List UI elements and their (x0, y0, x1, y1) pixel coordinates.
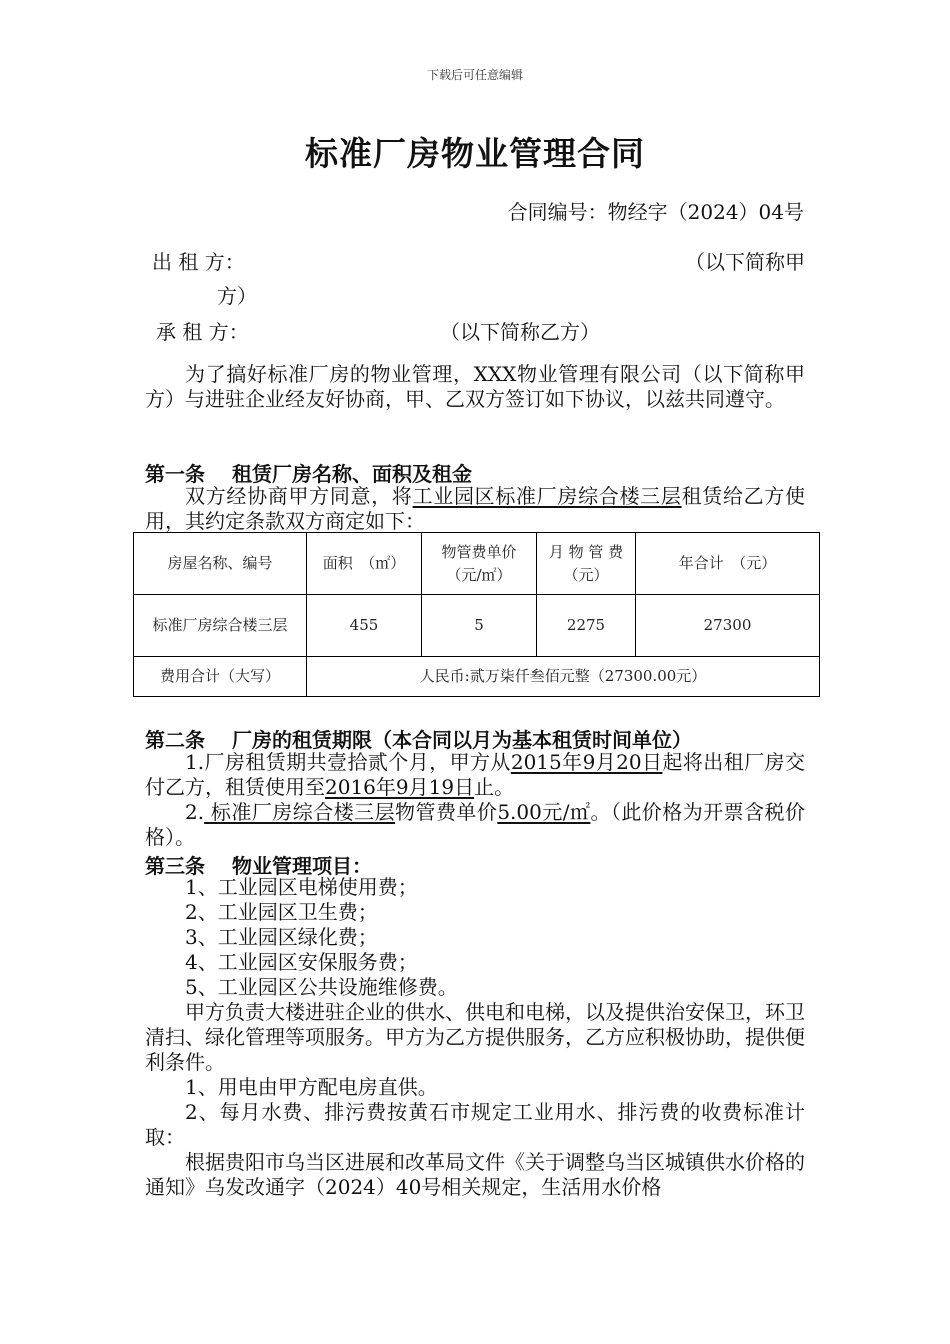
table-cell: 2275 (537, 595, 636, 657)
clause-2-text-a: 2. (185, 800, 205, 824)
header-cell: 房屋名称、编号 (134, 533, 307, 595)
article-2-clause-2 (145, 800, 805, 850)
table-total-row (134, 657, 820, 697)
table-cell: 5 (422, 595, 537, 657)
lessor-note-cont: 方） (217, 284, 257, 308)
table-row (134, 595, 820, 657)
service-paragraph: 甲方负责大楼进驻企业的供水、供电和电梯，以及提供治安保卫，环卫清扫、绿化管理等项服务。甲方为乙方提供服务，乙方应积极协助，提供便利条件。 (145, 1000, 805, 1074)
lessee-label: 承 租 方： (156, 320, 249, 344)
total-value-cell: 人民币:贰万柒仟叁佰元整（27300.00元） (307, 657, 820, 697)
article-1-text-b: 租赁给乙方使用，其约定条款双方商定如下： (145, 484, 806, 533)
article-1-text-a: 双方经协商甲方同意，将 (185, 484, 413, 508)
lessor-label: 出 租 方： (152, 250, 245, 274)
clause-1-text-c: 止。 (474, 775, 515, 799)
list-item: 5、工业园区公共设施维修费。 (185, 975, 458, 999)
water-paragraph: 2、每月水费、排污费按黄石市规定工业用水、排污费的收费标准计取： (145, 1100, 805, 1149)
contract-number: 合同编号：物经字（2024）04号 (507, 200, 804, 224)
article-1-text (145, 484, 805, 534)
lessee-note: （以下简称乙方） (440, 320, 600, 344)
basis-paragraph: 根据贵阳市乌当区进展和改革局文件《关于调整乌当区城镇供水价格的通知》乌发改通字（2024）40号相关规定，生活用水价格 (145, 1150, 805, 1199)
power-paragraph: 1、用电由甲方配电房直供。 (185, 1075, 438, 1099)
fee-table (133, 532, 820, 697)
table-cell: 27300 (636, 595, 820, 657)
article-1-heading: 第一条 租赁厂房名称、面积及租金 (145, 462, 472, 486)
lease-start-date: 2015年9月20日 (510, 750, 663, 774)
list-item: 2、工业园区卫生费； (185, 900, 378, 924)
clause-1-text-a: 1.厂房租赁期共壹拾贰个月，甲方从 (185, 750, 511, 774)
list-item: 1、工业园区电梯使用费； (185, 875, 418, 899)
lessor-note: （以下简称甲 (685, 250, 805, 274)
lease-end-date: 2016年9月19日 (325, 775, 475, 799)
header-cell: 月 物 管 费（元） (537, 533, 636, 595)
header-note: 下载后可任意编辑 (426, 68, 523, 82)
clause-1-text-b: 起将出租厂房交付乙方，租赁使用至 (145, 750, 805, 799)
total-label-cell: 费用合计（大写） (134, 657, 307, 697)
list-item: 4、工业园区安保服务费； (185, 950, 418, 974)
leased-premises: 工业园区标准厂房综合楼三层 (412, 484, 682, 508)
clause-2-text-c: 。（此价格为开票含税价格）。 (145, 800, 806, 849)
intro-paragraph: 为了搞好标准厂房的物业管理，XXX物业管理有限公司（以下简称甲方）与进驻企业经友好协商，甲、乙双方签订如下协议，以兹共同遵守。 (145, 362, 805, 411)
header-cell: 年合计 （元） (636, 533, 820, 595)
table-cell: 标准厂房综合楼三层 (134, 595, 307, 657)
table-cell: 455 (307, 595, 422, 657)
header-cell: 物管费单价（元/㎡） (422, 533, 537, 595)
table-header-row (134, 533, 820, 595)
list-item: 3、工业园区绿化费； (185, 925, 378, 949)
document-title: 标准厂房物业管理合同 (305, 134, 645, 173)
premises-name: 标准厂房综合楼三层 (204, 800, 396, 824)
unit-price: 5.00元/㎡ (497, 800, 591, 824)
header-cell: 面积 （㎡） (307, 533, 422, 595)
article-2-clause-1 (145, 750, 805, 800)
article-2-heading: 第二条 厂房的租赁期限（本合同以月为基本租赁时间单位） (145, 728, 692, 752)
article-3-heading: 第三条 物业管理项目： (145, 854, 372, 878)
clause-2-text-b: 物管费单价 (395, 800, 498, 824)
